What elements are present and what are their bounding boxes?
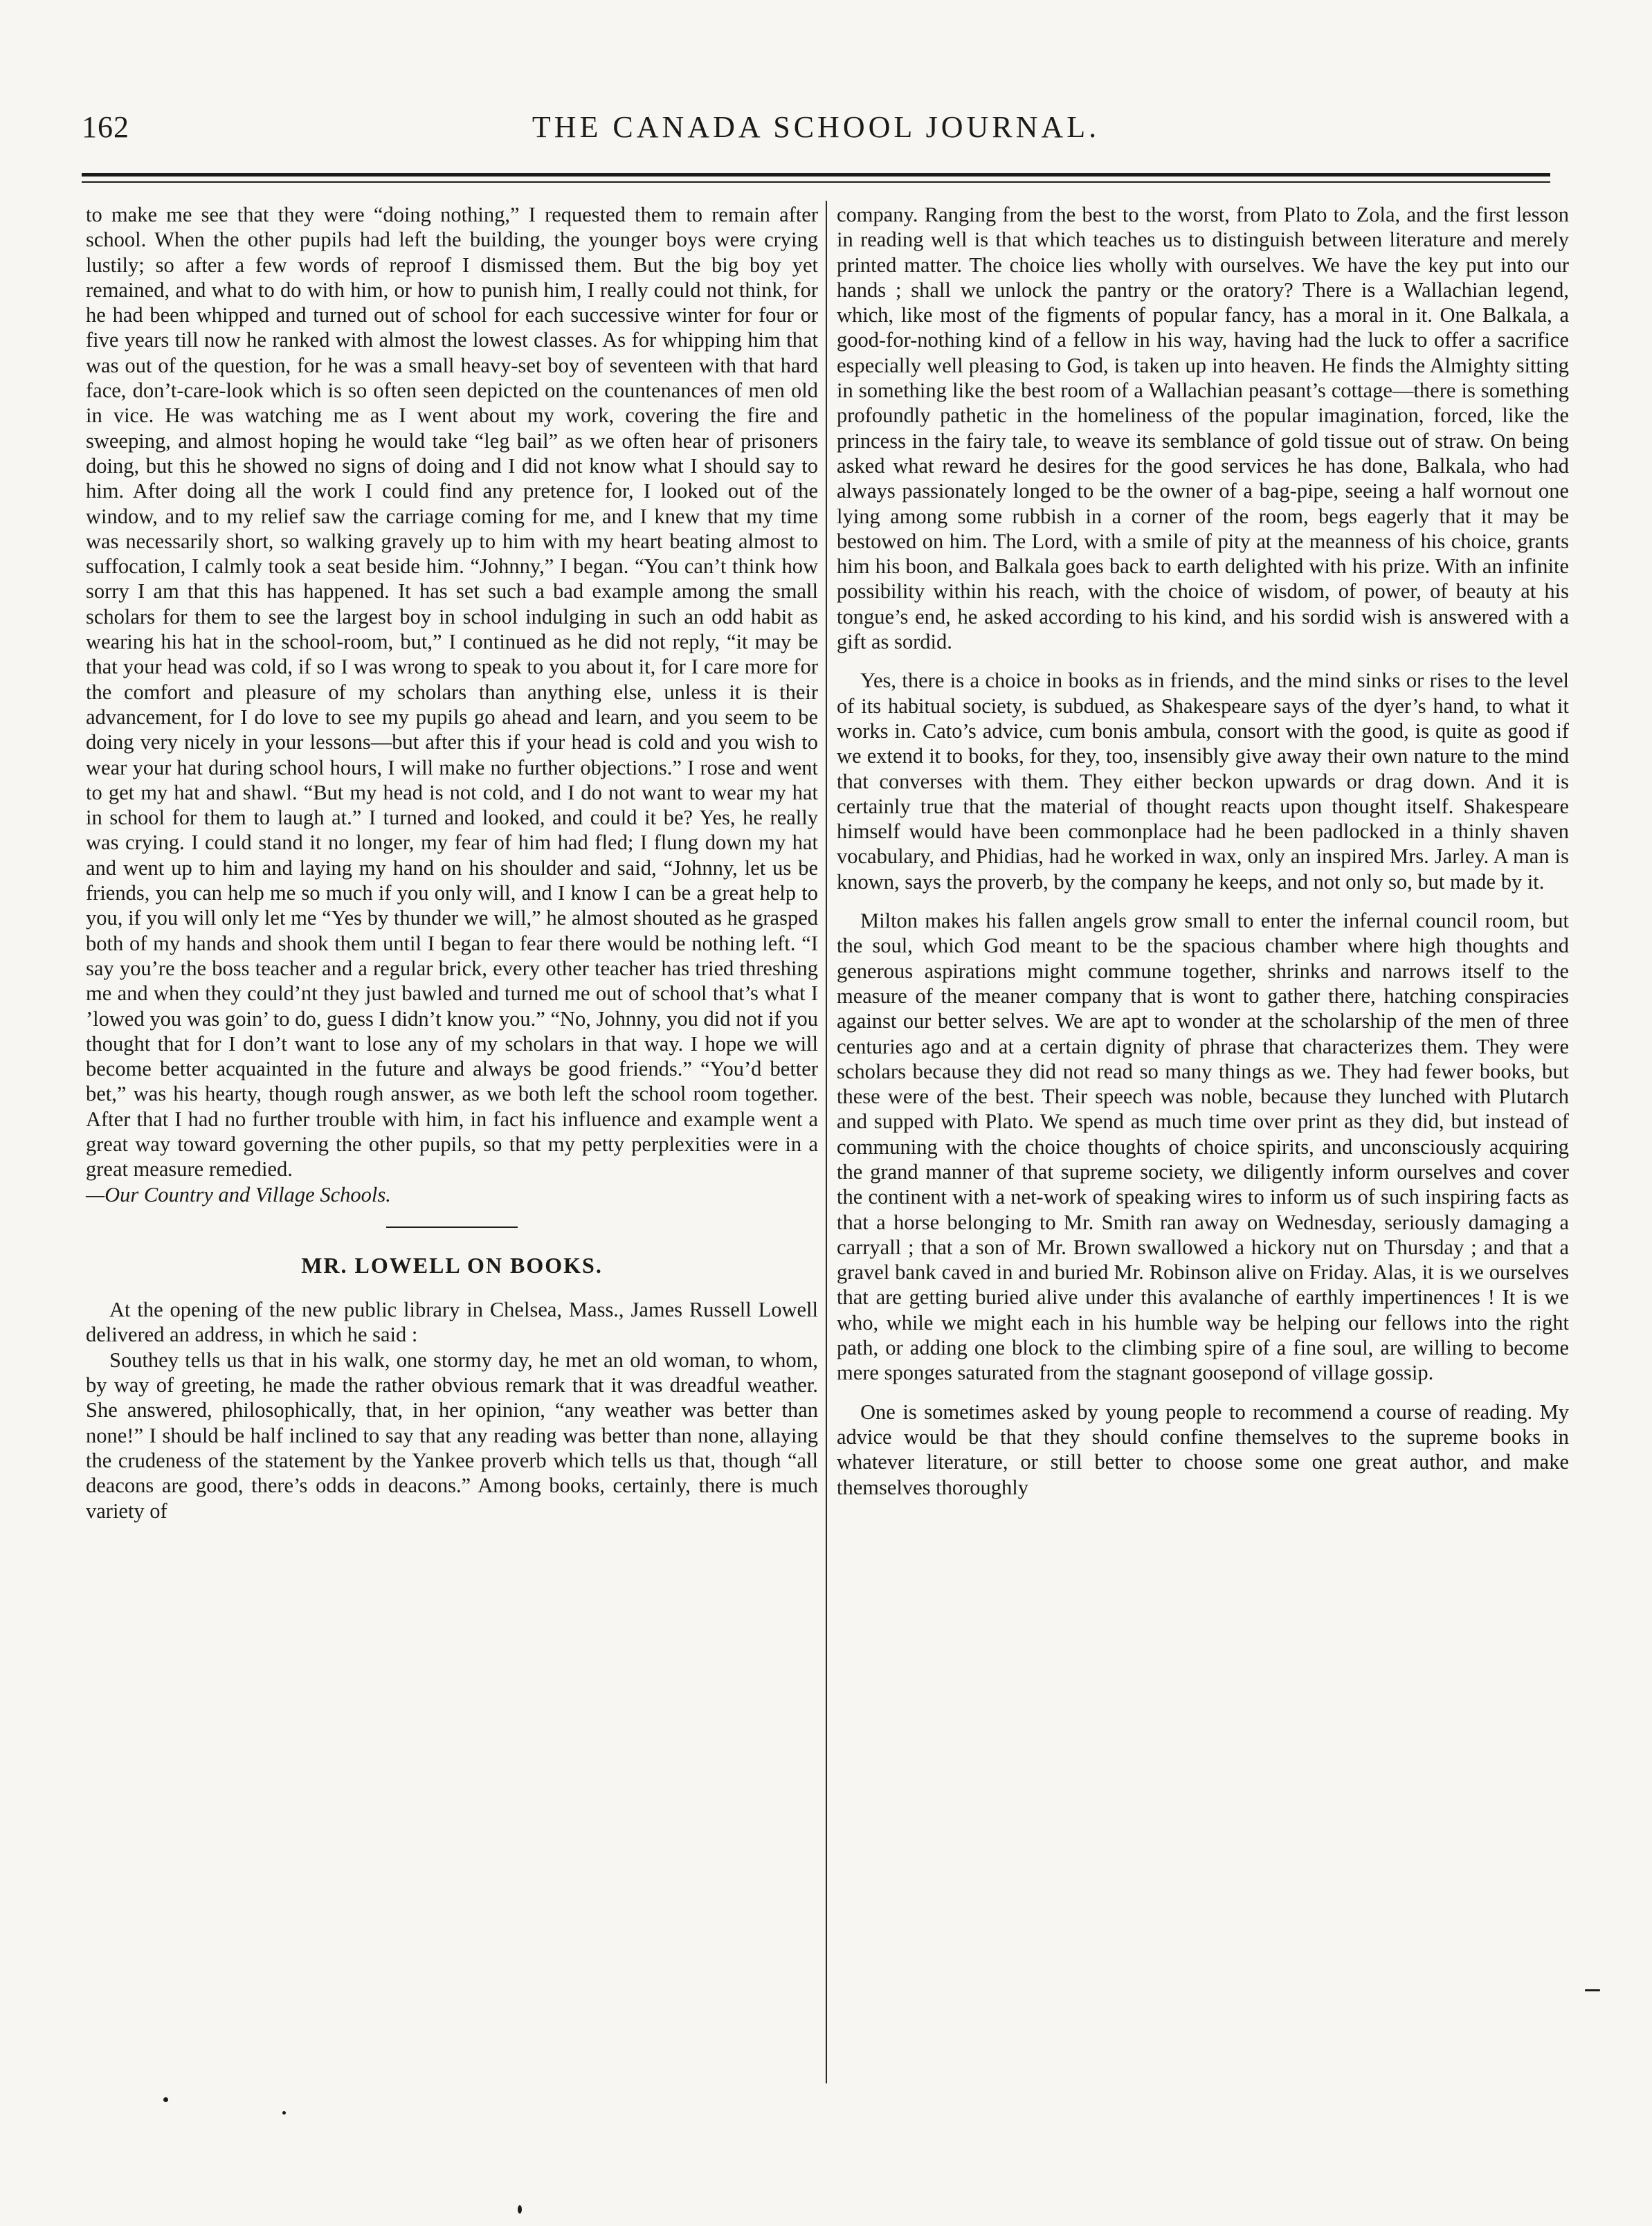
- article-paragraph: company. Ranging from the best to the worst, from Plato to Zola, and the first lesson in reading well is that which teaches us to distinguish between literature and merely printed matter. The choice lies wholly with ourselves. We have the key put into our hands ; shall we unlock the pantry or the oratory? There is a Wallachian legend, which, like most of the figments of popular fancy, has a moral in it. One Balkala, a good-for-nothing kind of a fellow in his way, having had the luck to offer a sacrifice especially well pleasing to God, is taken up into heaven. He finds the Almighty sitting in something like the best room of a Wallachian peasant’s cottage—there is something profoundly pathetic in the homeliness of the popular imagination, forced, like the princess in the fairy tale, to weave its semblance of gold tissue out of straw. On being asked what reward he desires for the good services he has done, Balkala, who had always passionately longed to be the owner of a bag-pipe, seeing a half wornout one lying among some rubbish in a corner of the room, begs eagerly that it may be bestowed on him. The Lord, with a smile of pity at the meanness of his choice, grants him his boon, and Balkala goes back to earth delighted with his prize. With an infinite possibility within his reach, with the choice of wisdom, of power, of beauty at his tongue’s end, he asked according to his kind, and his sordid wish is answered with a gift as sordid.: [837, 203, 1569, 654]
- print-speck: [163, 2097, 168, 2102]
- right-column: [837, 202, 1569, 2064]
- article-paragraph: One is sometimes asked by young people to recommend a course of reading. My advice would be that they should confine themselves to the supreme books in whatever literature, or still better to choose some one great author, and make themselves thoroughly: [837, 1400, 1569, 1499]
- story-attribution: —Our Country and Village Schools.: [86, 1182, 391, 1206]
- article-paragraph: At the opening of the new public library in Chelsea, Mass., James Russell Lowell delivered an address, in which he said :: [86, 1298, 818, 1347]
- running-title: THE CANADA SCHOOL JOURNAL.: [532, 110, 1100, 144]
- print-speck: [1585, 1989, 1600, 1991]
- print-speck: [282, 2111, 286, 2115]
- article-separator-rule: [386, 1227, 518, 1228]
- article-paragraph: Southey tells us that in his walk, one stormy day, he met an old woman, to whom, by way of greeting, he made the rather obvious remark that it was dreadful weather. She answered, philosophically, that, in her opinion, “any weather was better than none!” I should be half inclined to say that any reading was better than none, allaying the crudeness of the statement by the Yankee proverb which tells us that, though “all deacons are good, there’s odds in deacons.” Among books, certainly, there is much variety of: [86, 1348, 818, 1523]
- article-heading: MR. LOWELL ON BOOKS.: [301, 1252, 603, 1278]
- header-rule-thick: [82, 173, 1550, 177]
- column-divider: [826, 201, 827, 2083]
- story-paragraph: to make me see that they were “doing nothing,” I requested them to remain after school. When the other pupils had left the building, the younger boys were crying lustily; so after a few words of reproof I dismissed them. But the big boy yet remained, and what to do with him, or how to punish him, I really could not think, for he had been whipped and turned out of school for each successive winter for four or five years till now he ranked with almost the lowest classes. As for whipping him that was out of the question, for he was a small heavy-set boy of seventeen with that hard face, don’t-care-look which is so often seen depicted on the countenances of men old in vice. He was watching me as I went about my work, covering the fire and sweeping, and almost hoping he would take “leg bail” as we often hear of prisoners doing, but this he showed no signs of doing and I did not know what I should say to him. After doing all the work I could find any pretence for, I looked out of the window, and to my relief saw the carriage coming for me, and I knew that my time was necessarily short, so walking gravely up to him with my heart beating almost to suffocation, I calmly took a seat beside him. “Johnny,” I began. “You can’t think how sorry I am that this has happened. It has set such a bad example among the small scholars for them to see the largest boy in school indulging in such an odd habit as wearing his hat in the school-room, but,” I continued as he did not reply, “it may be that your head was cold, if so I was wrong to speak to you about it, for I care more for the comfort and pleasure of my scholars than anything else, unless it is their advancement, for I do love to see my pupils go ahead and learn, and you seem to be doing very nicely in your lessons—but after this if your head is cold and you wish to wear your hat during school hours, I will make no further objections.” I rose and went to get my hat and shawl. “But my head is not cold, and I do not want to wear my hat in school for them to laugh at.” I turned and looked, and could it be? Yes, he really was crying. I could stand it no longer, my fear of him had fled; I flung down my hat and went up to him and laying my hand on his shoulder and said, “Johnny, let us be friends, you can help me so much if you only will, and I know I can be a great help to you, if you will only let me “Yes by thunder we will,” he almost shouted as he grasped both of my hands and shook them until I began to fear there would be nothing left. “I say you’re the boss teacher and a regular brick, every other teacher has tried threshing me and when they could’nt they just bawled and turned me out of school that’s what I ’lowed you was goin’ to do, guess I didn’t know you.” “No, Johnny, you did not if you thought that for I don’t want to lose any of my scholars in that way. I hope we will become better acquainted in the future and always be good friends.” “You’d better bet,” was his hearty, though rough answer, as we both left the school room together. After that I had no further trouble with him, in fact his influence and example went a great way toward governing the other pupils, so that my petty perplexities were in a great measure remedied.: [86, 203, 818, 1182]
- page-number: 162: [82, 110, 129, 144]
- left-column: [86, 202, 818, 2064]
- print-speck: [518, 2205, 522, 2214]
- article-paragraph: Milton makes his fallen angels grow small to enter the infernal council room, but the soul, which God meant to be the spacious chamber where high thoughts and generous aspirations might commune together, shrinks and narrows itself to the measure of the meaner company that is wont to gather there, hatching conspiracies against our better selves. We are apt to wonder at the scholarship of the men of three centuries ago and at a certain dignity of phrase that characterizes them. They were scholars because they did not read so many things as we. They had fewer books, but these were of the best. Their speech was noble, because they lunched with Plutarch and supped with Plato. We spend as much time over print as they did, but instead of communing with the choice thoughts of choice spirits, and unconsciously acquiring the grand manner of that supreme society, we diligently inform ourselves and cover the continent with a net-work of speaking wires to inform us of such inspiring facts as that a horse belonging to Mr. Smith ran away on Wednesday, seriously damaging a carryall ; that a son of Mr. Brown swallowed a hickory nut on Thursday ; and that a gravel bank caved in and buried Mr. Robinson alive on Friday. Alas, it is we ourselves that are getting buried alive under this avalanche of earthly impertinences ! It is we who, while we might each in his humble way be helping our fellows into the right path, or adding one block to the climbing spire of a fine soul, are willing to become mere sponges saturated from the stagnant goosepond of village gossip.: [837, 909, 1569, 1385]
- page-header: [82, 104, 1550, 152]
- article-paragraph: Yes, there is a choice in books as in friends, and the mind sinks or rises to the level of its habitual society, is subdued, as Shakespeare says of the dyer’s hand, to what it works in. Cato’s advice, cum bonis ambula, consort with the good, is quite as good if we extend it to books, for they, too, insensibly give away their own nature to the mind that converses with them. They either beckon upwards or drag down. And it is certainly true that the material of thought reacts upon thought itself. Shakespeare himself would have been commonplace had he been padlocked in a thinly shaven vocabulary, and Phidias, had he worked in wax, only an inspired Mrs. Jarley. A man is known, says the proverb, by the company he keeps, and not only so, but made by it.: [837, 669, 1569, 894]
- header-rule-thin: [82, 181, 1550, 183]
